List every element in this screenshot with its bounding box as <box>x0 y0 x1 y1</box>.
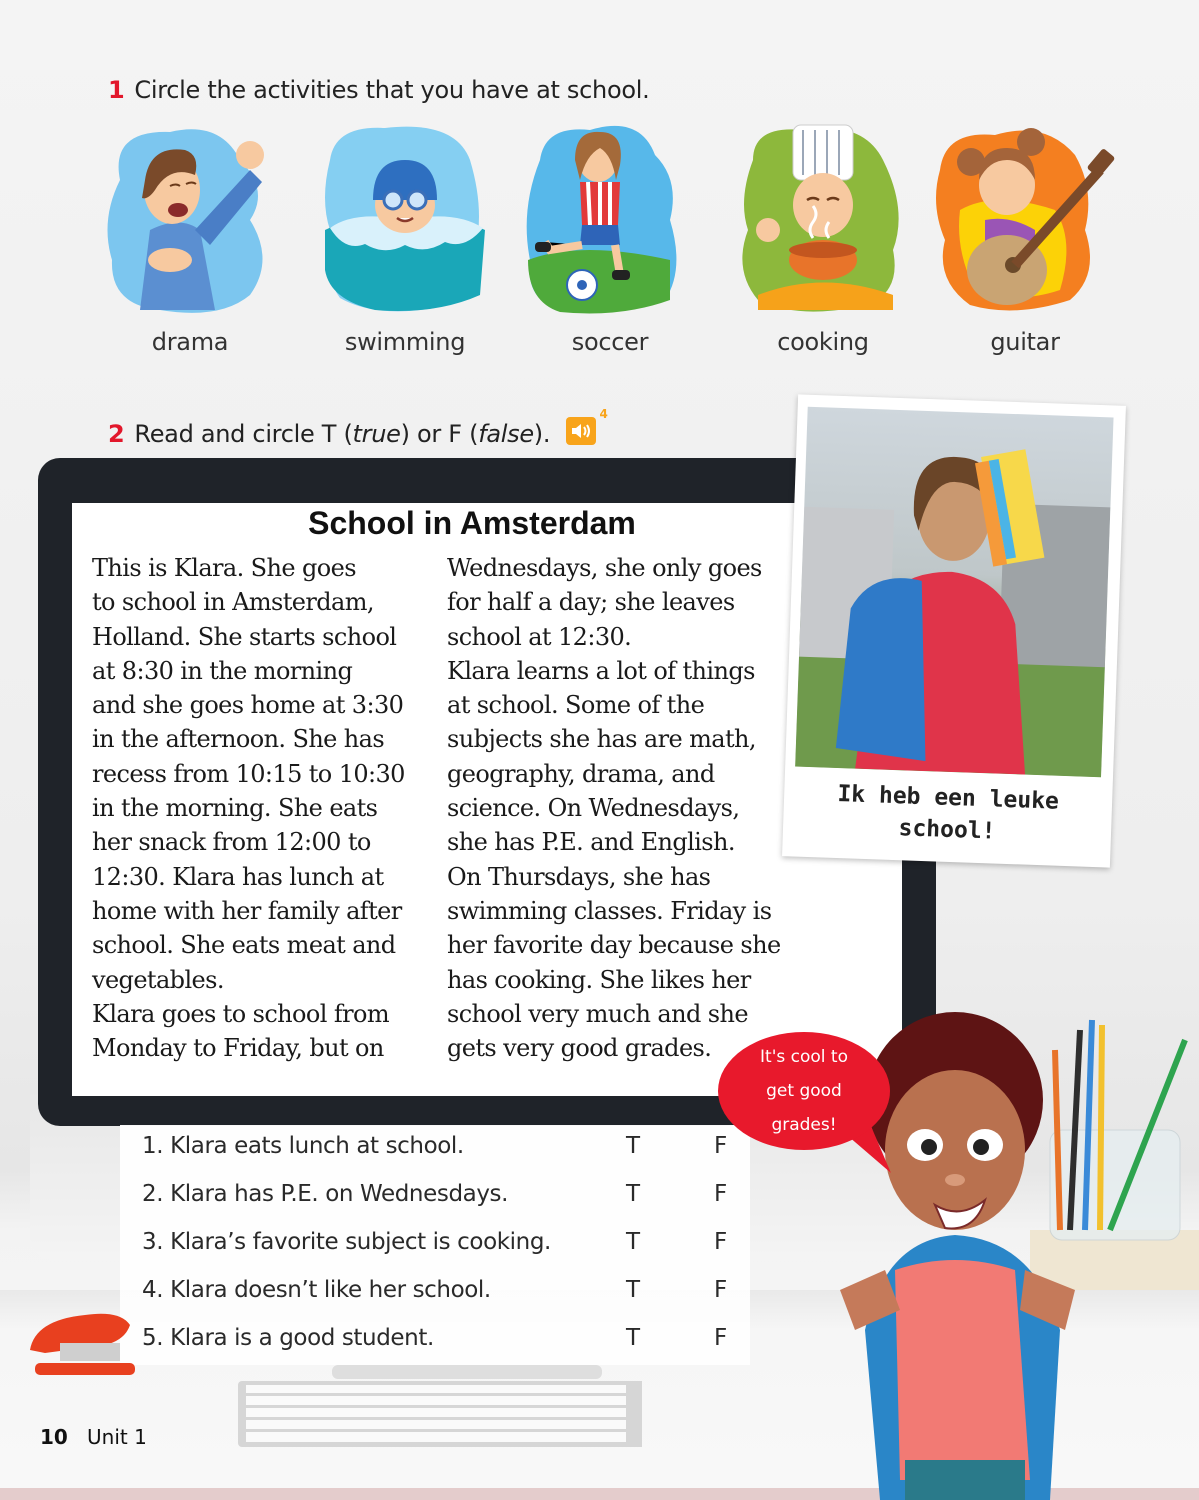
article-line: to school in Amsterdam, <box>92 588 374 617</box>
exercise-1-heading <box>108 76 649 104</box>
stapler-icon <box>25 1305 140 1385</box>
article-line: Klara goes to school from <box>92 999 389 1028</box>
question-text: 4. Klara doesn’t like her school. <box>142 1277 491 1303</box>
true-option[interactable]: T <box>626 1181 640 1207</box>
true-option[interactable]: T <box>626 1229 640 1255</box>
speech-bubble-text <box>718 1040 890 1142</box>
article-line: in the morning. She eats <box>92 794 378 823</box>
speaker-icon <box>570 421 592 441</box>
article-line: school very much and she <box>447 999 748 1028</box>
activity-soccer[interactable] <box>520 120 700 365</box>
article-line: at 8:30 in the morning <box>92 656 353 685</box>
photo-caption <box>783 776 1113 851</box>
activity-cooking[interactable] <box>733 120 913 365</box>
activity-label: cooking <box>777 328 869 356</box>
false-option[interactable]: F <box>714 1181 727 1207</box>
article-line: and she goes home at 3:30 <box>92 691 404 720</box>
activity-drama[interactable] <box>100 120 280 365</box>
true-option[interactable]: T <box>626 1277 640 1303</box>
false-option[interactable]: F <box>714 1133 727 1159</box>
exercise-1-instruction: Circle the activities that you have at school. <box>134 76 650 104</box>
true-false-questions <box>120 1125 750 1365</box>
soccer-illustration-icon <box>520 120 700 315</box>
article-line: her snack from 12:00 to <box>92 828 371 857</box>
keyboard-icon <box>232 1365 642 1450</box>
exercise-1-number: 1 <box>108 76 125 104</box>
exercise-2-instruction-middle: ) or F ( <box>400 420 479 448</box>
article-line: recess from 10:15 to 10:30 <box>92 759 405 788</box>
exercise-2-instruction-prefix: Read and circle T ( <box>134 420 353 448</box>
photo-polaroid <box>782 394 1126 867</box>
article-line: Wednesdays, she only goes <box>447 554 762 582</box>
article-line: at school. Some of the <box>447 691 705 720</box>
question-row <box>142 1325 742 1365</box>
article-line: for half a day; she leaves <box>447 588 735 617</box>
article-line: Klara learns a lot of things <box>447 656 755 685</box>
article-line: she has P.E. and English. <box>447 828 735 857</box>
true-option[interactable]: T <box>626 1133 640 1159</box>
photo-caption-line: school! <box>898 815 996 845</box>
question-text: 5. Klara is a good student. <box>142 1325 434 1351</box>
article-line: has cooking. She likes her <box>447 965 751 994</box>
true-option[interactable]: T <box>626 1325 640 1351</box>
speech-bubble-line: grades! <box>771 1115 837 1135</box>
question-row <box>142 1181 742 1221</box>
article-line: swimming classes. Friday is <box>447 896 772 925</box>
speech-bubble-line: get good <box>766 1081 842 1101</box>
exercise-2-instruction-suffix: ). <box>533 420 551 448</box>
article-line: school at 12:30. <box>447 622 632 651</box>
page-number: 10 <box>40 1425 68 1449</box>
article-line: in the afternoon. She has <box>92 725 385 754</box>
exercise-2-heading <box>108 407 608 448</box>
question-row <box>142 1229 742 1269</box>
false-option[interactable]: F <box>714 1277 727 1303</box>
question-text: 1. Klara eats lunch at school. <box>142 1133 464 1159</box>
article-line: her favorite day because she <box>447 931 781 960</box>
activity-swimming[interactable] <box>315 120 495 365</box>
article-line: geography, drama, and <box>447 759 715 788</box>
article-line: Monday to Friday, but on <box>92 1034 384 1063</box>
photo-caption-line: Ik heb een leuke <box>837 781 1060 815</box>
audio-track-number: 4 <box>599 407 608 421</box>
guitar-illustration-icon <box>935 120 1115 315</box>
false-option[interactable]: F <box>714 1325 727 1351</box>
article-line: science. On Wednesdays, <box>447 794 740 823</box>
question-row <box>142 1277 742 1317</box>
article-line: Holland. She starts school <box>92 622 397 651</box>
question-text: 3. Klara’s favorite subject is cooking. <box>142 1229 551 1255</box>
article-line: subjects she has are math, <box>447 725 756 754</box>
cooking-illustration-icon <box>733 120 913 315</box>
article-right-column <box>447 551 792 1065</box>
article-title: School in Amsterdam <box>308 505 636 541</box>
drama-illustration-icon <box>100 120 280 315</box>
activity-label: soccer <box>571 328 649 356</box>
photo-illustration-icon <box>795 407 1113 777</box>
swimming-illustration-icon <box>315 120 495 315</box>
false-word: false <box>478 420 534 448</box>
article-line: home with her family after <box>92 896 402 925</box>
question-row <box>142 1133 742 1173</box>
activities-row <box>100 120 1190 370</box>
speech-bubble-line: It's cool to <box>760 1047 848 1067</box>
false-option[interactable]: F <box>714 1229 727 1255</box>
activity-label: guitar <box>990 328 1060 356</box>
article-line: This is Klara. She goes <box>92 554 356 582</box>
article-line: On Thursdays, she has <box>447 862 711 891</box>
article-line: gets very good grades. <box>447 1034 712 1063</box>
activity-label: swimming <box>344 328 466 356</box>
article-line: 12:30. Klara has lunch at <box>92 862 384 891</box>
girl-with-books-photo <box>795 407 1113 777</box>
audio-play-button[interactable] <box>566 407 608 445</box>
exercise-2-number: 2 <box>108 420 125 448</box>
article-line: vegetables. <box>92 965 224 994</box>
article-line: school. She eats meat and <box>92 931 396 960</box>
unit-label: Unit 1 <box>87 1425 147 1449</box>
article-left-column <box>92 551 437 1065</box>
question-text: 2. Klara has P.E. on Wednesdays. <box>142 1181 509 1207</box>
true-word: true <box>352 420 401 448</box>
activity-guitar[interactable] <box>935 120 1115 365</box>
activity-label: drama <box>151 328 229 356</box>
